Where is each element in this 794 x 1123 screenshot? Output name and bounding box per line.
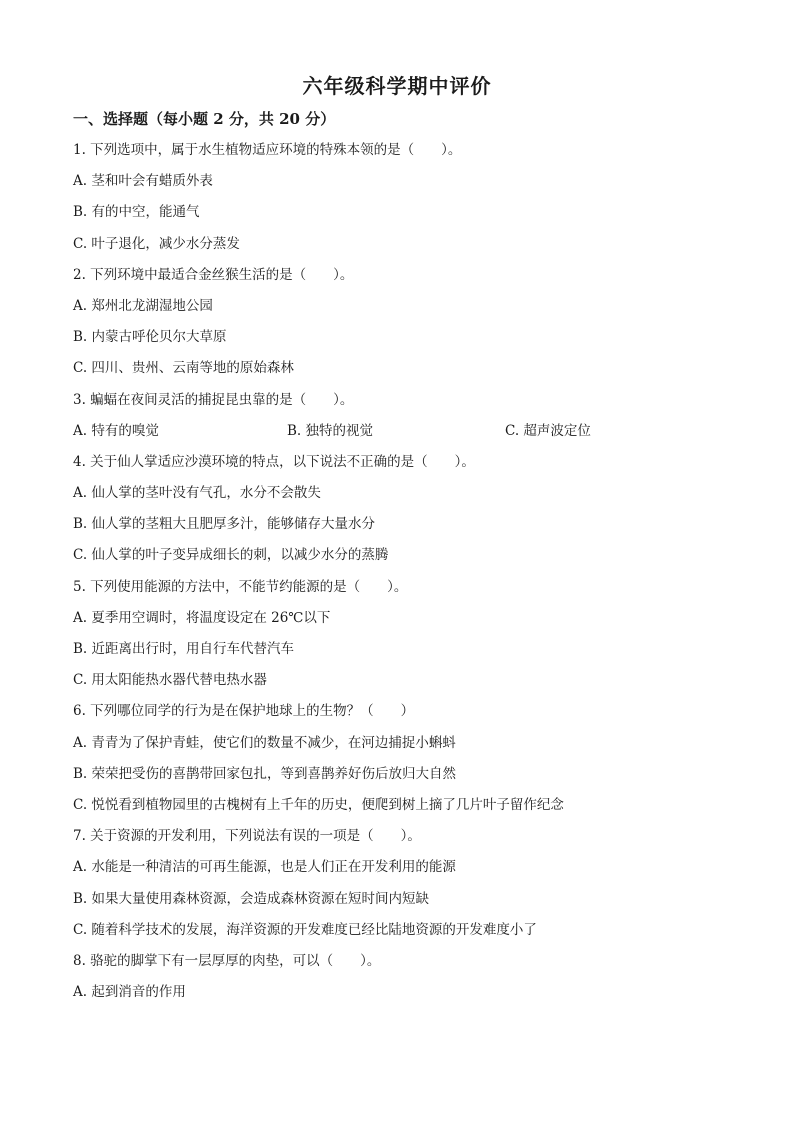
question-3-option-a: A. 特有的嗅觉 bbox=[73, 422, 159, 439]
question-6-stem: 6. 下列哪位同学的行为是在保护地球上的生物？（ ） bbox=[73, 703, 415, 720]
question-5-option-b: B. 近距离出行时，用自行车代替汽车 bbox=[73, 641, 295, 657]
question-8-stem: 8. 骆驼的脚掌下有一层厚厚的肉垫，可以（ ）。 bbox=[73, 952, 381, 969]
question-2-stem: 2. 下列环境中最适合金丝猴生活的是（ ）。 bbox=[73, 266, 354, 283]
question-2-option-b: B. 内蒙古呼伦贝尔大草原 bbox=[73, 329, 227, 346]
question-8-option-a: A. 起到消音的作用 bbox=[73, 984, 186, 1001]
question-3-options bbox=[73, 418, 733, 449]
question-3-stem: 3. 蝙蝠在夜间灵活的捕捉昆虫靠的是（ ）。 bbox=[73, 391, 354, 408]
question-5-stem: 5. 下列使用能源的方法中，不能节约能源的是（ ）。 bbox=[73, 578, 408, 595]
question-1-option-b: B. 有的中空，能通气 bbox=[73, 204, 200, 221]
question-6-option-b: B. 荣荣把受伤的喜鹊带回家包扎，等到喜鹊养好伤后放归大自然 bbox=[73, 765, 457, 782]
question-5-option-c: C. 用太阳能热水器代替电热水器 bbox=[73, 672, 267, 689]
question-3-option-b: B. 独特的视觉 bbox=[287, 422, 374, 439]
question-6-option-c: C. 悦悦看到植物园里的古槐树有上千年的历史，便爬到树上摘了几片叶子留作纪念 bbox=[73, 796, 564, 813]
question-4-option-c: C. 仙人掌的叶子变异成细长的刺，以减少水分的蒸腾 bbox=[73, 547, 389, 564]
question-2-option-a: A. 郑州北龙湖湿地公园 bbox=[73, 297, 213, 314]
question-1-option-c: C. 叶子退化，减少水分蒸发 bbox=[73, 235, 240, 252]
question-3-option-c: C. 超声波定位 bbox=[505, 422, 591, 439]
question-1-option-a: A. 茎和叶会有蜡质外表 bbox=[73, 173, 213, 190]
question-list bbox=[73, 137, 733, 1010]
page-title: 六年级科学期中评价 bbox=[302, 74, 492, 98]
question-7-option-b: B. 如果大量使用森林资源，会造成森林资源在短时间内短缺 bbox=[73, 890, 430, 907]
question-7-stem: 7. 关于资源的开发利用，下列说法有误的一项是（ ）。 bbox=[73, 828, 421, 845]
question-4-stem: 4. 关于仙人掌适应沙漠环境的特点，以下说法不正确的是（ ）。 bbox=[73, 453, 475, 470]
question-7-option-c: C. 随着科学技术的发展，海洋资源的开发难度已经比陆地资源的开发难度小了 bbox=[73, 921, 537, 938]
question-4-option-b: B. 仙人掌的茎粗大且肥厚多汁，能够储存大量水分 bbox=[73, 516, 376, 533]
question-5-option-a: A. 夏季用空调时，将温度设定在 26℃以下 bbox=[73, 609, 331, 626]
question-1-stem: 1. 下列选项中，属于水生植物适应环境的特殊本领的是（ ）。 bbox=[73, 142, 462, 158]
section-heading: 一、选择题（每小题 2 分，共 20 分） bbox=[73, 110, 336, 128]
question-4-option-a: A. 仙人掌的茎叶没有气孔，水分不会散失 bbox=[73, 485, 321, 502]
question-7-option-a: A. 水能是一种清洁的可再生能源，也是人们正在开发利用的能源 bbox=[73, 859, 456, 876]
question-6-option-a: A. 青青为了保护青蛙，使它们的数量不减少，在河边捕捉小蝌蚪 bbox=[73, 734, 456, 751]
question-2-option-c: C. 四川、贵州、云南等地的原始森林 bbox=[73, 360, 294, 377]
